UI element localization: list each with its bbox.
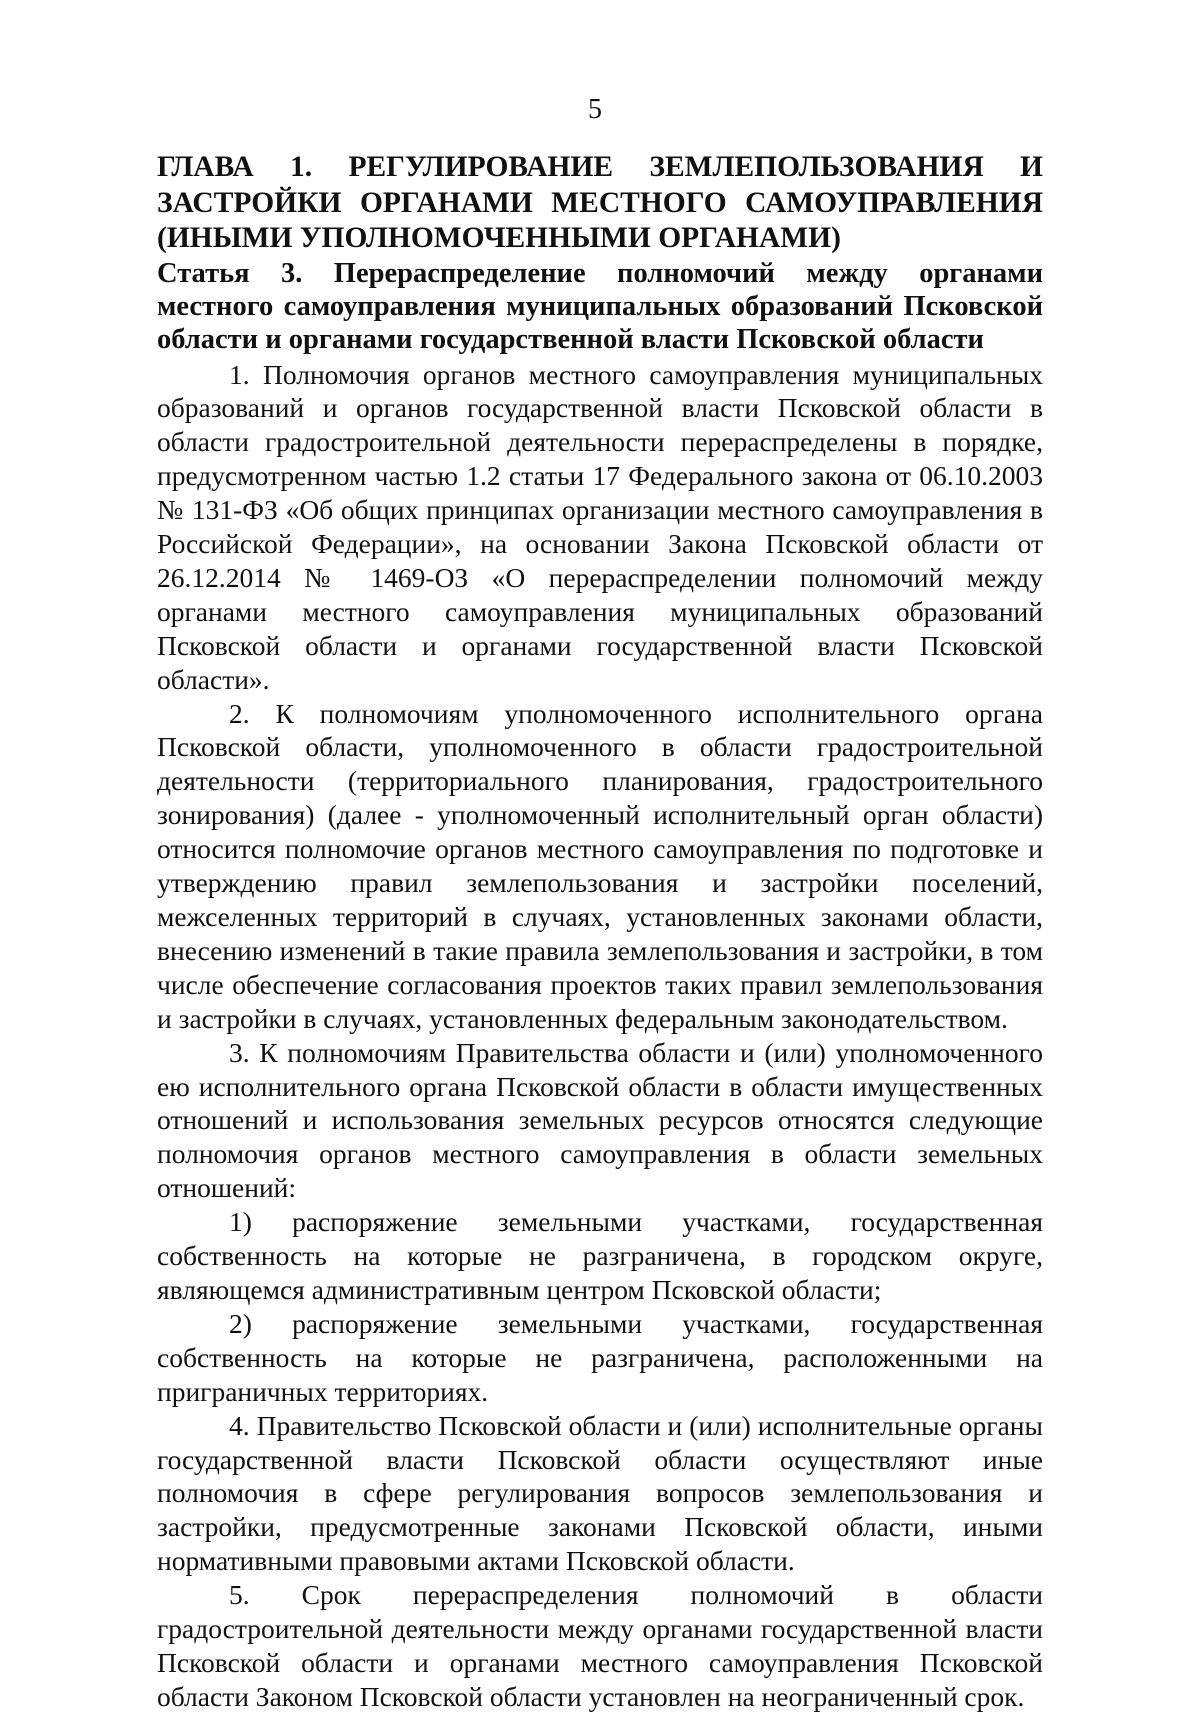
paragraph-1: 1. Полномочия органов местного самоуправления муниципальных образований и органов государственной власти Псковской области в области градостроительной деятельности перераспределены в порядке, предусмотренном частью 1.2 статьи 17 Федерального закона от 06.10.2003 № 131-ФЗ «Об общих принципах организации местного самоуправления в Российской Федерации», на основании Закона Псковской области от 26.12.2014 № 1469-ОЗ «О перераспределении полномочий между органами местного самоуправления муниципальных образований Псковской области и органами государственной власти Псковской области». [157, 358, 1043, 695]
document-page [157, 90, 1043, 1714]
paragraph-4: 4. Правительство Псковской области и (или) исполнительные органы государственной власти Псковской области осуществляют иные полномочия в сфере регулирования вопросов землепользования и застройки, предусмотренные законами Псковской области, иными нормативными правовыми актами Псковской области. [157, 1409, 1043, 1577]
chapter-title: ГЛАВА 1. РЕГУЛИРОВАНИЕ ЗЕМЛЕПОЛЬЗОВАНИЯ И ЗАСТРОЙКИ ОРГАНАМИ МЕСТНОГО САМОУПРАВЛЕНИЯ (ИНЫМИ УПОЛНОМОЧЕННЫМИ ОРГАНАМИ) [157, 151, 1043, 254]
page-number: 5 [588, 94, 602, 125]
paragraph-3-item-2: 2) распоряжение земельными участками, государственная собственность на которые не разграничена, расположенными на приграничных территориях. [157, 1307, 1043, 1407]
paragraph-5: 5. Срок перераспределения полномочий в области градостроительной деятельности между органами государственной власти Псковской области и органами местного самоуправления Псковской области Законом Псковской области установлен на неограниченный срок. [157, 1579, 1043, 1712]
article-body [157, 358, 1043, 1714]
article-title: Статья 3. Перераспределение полномочий между органами местного самоуправления муниципальных образований Псковской области и органами государственной власти Псковской области [157, 257, 1043, 355]
paragraph-3-item-1: 1) распоряжение земельными участками, государственная собственность на которые не разграничена, в городском округе, являющемся административным центром Псковской области; [157, 1206, 1043, 1305]
paragraph-2: 2. К полномочиям уполномоченного исполнительного органа Псковской области, уполномоченного в области градостроительной деятельности (территориального планирования, градостроительного зонирования) (далее - уполномоченный исполнительный орган области) относится полномочие органов местного самоуправления по подготовке и утверждению правил землепользования и застройки поселений, межселенных территорий в случаях, установленных законами области, внесению изменений в такие правила землепользования и застройки, в том числе обеспечение согласования проектов таких правил землепользования и застройки в случаях, установленных федеральным законодательством. [157, 697, 1043, 1034]
paragraph-3: 3. К полномочиям Правительства области и (или) уполномоченного ею исполнительного органа Псковской области в области имущественных отношений и использования земельных ресурсов относятся следующие полномочия органов местного самоуправления в области земельных отношений: [157, 1036, 1043, 1204]
